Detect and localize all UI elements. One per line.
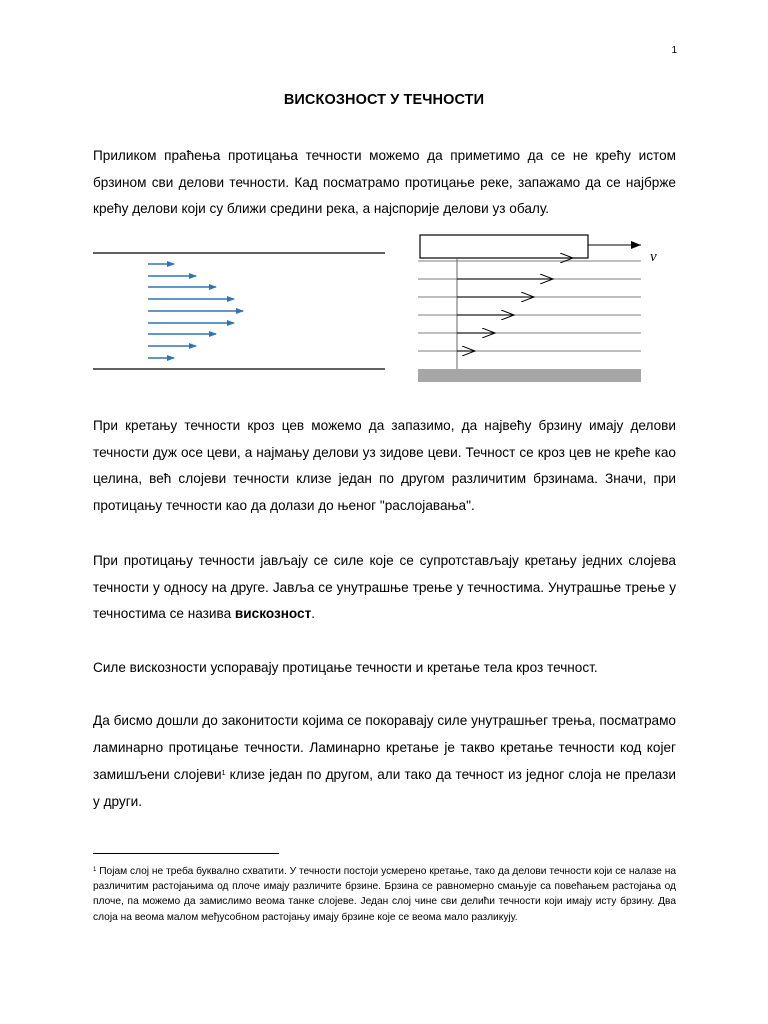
p3-end: . bbox=[311, 606, 316, 621]
velocity-label: v bbox=[650, 249, 657, 265]
paragraph-pipe-flow: При кретању течности кроз цев можемо да запазимо, да највећу брзину имају делови течности дуж осе цеви, а најмању делови уз зидове цеви. Течност се кроз цев не креће као целина, већ слојеви течности клизе један по другом различитим брзинама. Значи, при протицању течности као да долази до њеног "раслојавања". bbox=[93, 418, 676, 513]
footnote-text: Појам слој не треба буквално схватити. У течности постоји усмерено кретање, тако да делови течности који се налазе на различитим растојањима од плоче имају различите брзине. Брзина се равномерно смањује са повећањем растојања од плоче, па можемо да замислимо веома танке слојеве. Један слој чине сви делићи течности који имају исту брзину. Два слоја на веома малом међусобном растојању имају брзине које се веома мало разликују. bbox=[93, 866, 676, 923]
footnote-separator bbox=[93, 853, 279, 854]
paragraph-viscous-forces: Силе вискозности успоравају протицање течности и кретање тела кроз течност. bbox=[93, 660, 598, 675]
paragraph-internal-friction bbox=[93, 548, 676, 628]
page-title: ВИСКОЗНОСТ У ТЕЧНОСТИ bbox=[283, 92, 485, 108]
moving-plate bbox=[420, 235, 588, 258]
term-viscosity: вискозност bbox=[234, 606, 312, 621]
plate-layers-diagram bbox=[418, 235, 657, 382]
layer-velocity-arrows bbox=[457, 258, 573, 351]
fluid-layer-lines bbox=[418, 261, 641, 351]
footnote-reference[interactable]: 1 bbox=[221, 770, 226, 777]
pipe-velocity-arrows bbox=[148, 264, 243, 358]
p3-text: При протицању течности јављају се силе које се супротстављају кретању једних слојева течности у односу на друге. Јавља се унутрашње трење у течностима. Унутрашње трење у течностима се назива bbox=[93, 553, 676, 621]
paragraph-laminar-flow bbox=[93, 708, 676, 815]
paragraph-intro: Приликом праћења протицања течности можемо да приметимо да се не крећу истом брзином сви делови течности. Кад посматрамо протицање реке, запажамо да се најбрже крећу делови који су ближи средини река, а најспорије делови уз обалу. bbox=[93, 148, 676, 216]
page-number: 1 bbox=[671, 45, 677, 56]
ground-plate bbox=[418, 369, 641, 382]
p5-end: клизе један по другом, али тако да течност из једног слоја не прелази у други. bbox=[93, 767, 676, 809]
p5-text: Да бисмо дошли до законитости којима се покоравају силе унутрашњег трења, посматрамо ламинарно протицање течности. Ламинарно кретање је такво кретање течности код којег замишљени слојеви bbox=[93, 713, 676, 782]
pipe-flow-diagram bbox=[93, 253, 385, 369]
footnote bbox=[93, 863, 676, 925]
footnote-mark: 1 bbox=[93, 867, 97, 873]
